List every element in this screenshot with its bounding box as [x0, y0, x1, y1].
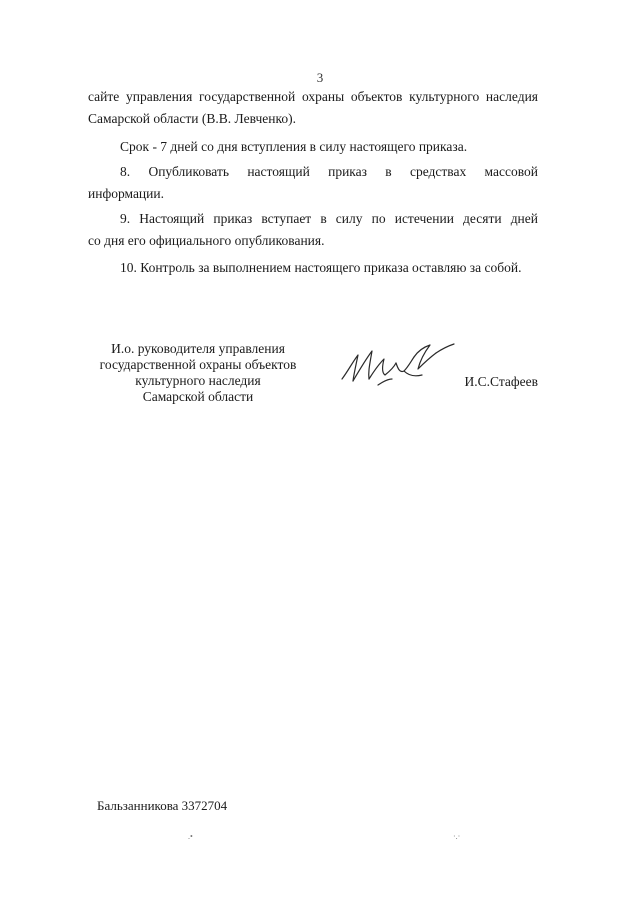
signatory-name: И.С.Стафеев: [464, 374, 538, 389]
signatory-role: [88, 341, 308, 405]
paragraph-line: информации.: [88, 186, 164, 201]
paragraph-line: со дня его официального опубликования.: [88, 233, 325, 248]
paragraph-item-10: [88, 257, 538, 279]
paragraph-item-8: [88, 161, 538, 205]
paragraph-site: [88, 86, 538, 130]
signatory-role-line: И.о. руководителя управления: [111, 341, 285, 356]
paragraph-line: Срок - 7 дней со дня вступления в силу настоящего приказа.: [120, 139, 468, 154]
signature-block: [88, 341, 538, 411]
paragraph-line: Самарской области (В.В. Левченко).: [88, 111, 296, 126]
paragraph-line: сайте управления государственной охраны объектов культурного наследия: [88, 89, 538, 104]
signatory-role-line: культурного наследия: [135, 373, 261, 388]
paragraph-deadline: [88, 136, 538, 158]
scan-mark: .•: [188, 832, 193, 841]
paragraph-line: 10. Контроль за выполнением настоящего приказа оставляю за собой.: [120, 260, 522, 275]
signatory-role-line: государственной охраны объектов: [99, 357, 297, 372]
paragraph-line: 8. Опубликовать настоящий приказ в средствах массовой: [120, 164, 538, 179]
page-number: 3: [316, 70, 324, 85]
paragraph-item-9: [88, 208, 538, 252]
executor-contact: Бальзанникова 3372704: [97, 798, 228, 813]
signatory-role-line: Самарской области: [142, 389, 254, 404]
paragraph-line: 9. Настоящий приказ вступает в силу по истечении десяти дней: [120, 211, 538, 226]
scan-mark: ·.·: [453, 832, 461, 841]
handwritten-signature: [338, 341, 456, 391]
